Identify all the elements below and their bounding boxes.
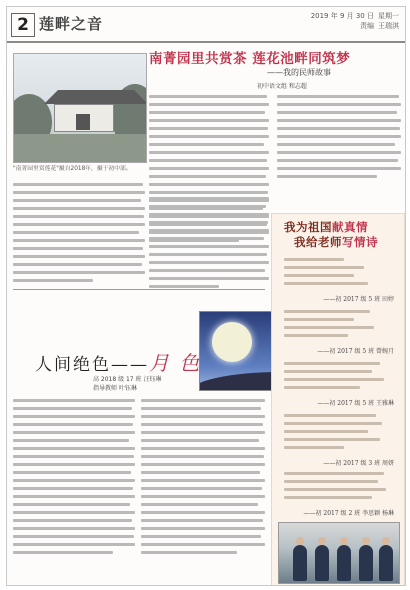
story2-title-prefix: 人间绝色—— xyxy=(35,355,149,375)
page-number: 2 xyxy=(11,13,35,37)
story1-body-col-c xyxy=(13,183,145,287)
photo-caption: "南菁园里赏莲花"摄自2018年，摄于初中部。 xyxy=(13,166,132,172)
story1-subtitle: ——我的民师故事 xyxy=(267,68,331,77)
page-header xyxy=(7,7,405,43)
story1-title: 南菁园里共赏茶 莲花池畔同筑梦 xyxy=(149,51,351,67)
story2-author-line2: 指导教师 叶钰琳 xyxy=(93,385,137,392)
newspaper-brand: 莲畔之音 xyxy=(39,15,104,33)
sidebar-title-1b: 献真情 xyxy=(332,220,368,234)
issue-date: 2019 年 9 月 30 日 xyxy=(310,12,374,20)
poem-4-author: ——初 2017 级 3 班 周妍 xyxy=(323,460,394,467)
sidebar-title-1a: 我为祖国 xyxy=(284,220,332,234)
poem-2-author: ——初 2017 级 5 班 曾婉月 xyxy=(317,348,394,355)
poem-5-author: ——初 2017 级 2 班 李思颖 杨琳 xyxy=(303,510,394,517)
header-meta xyxy=(307,11,399,31)
poem-2 xyxy=(284,310,394,342)
poem-4 xyxy=(284,414,394,454)
editor-name: 王瑞淇 xyxy=(378,22,399,30)
poem-3-author: ——初 2017 级 5 班 王雅琳 xyxy=(317,400,394,407)
sidebar-title-2b: 写情诗 xyxy=(342,235,378,249)
story1-body-col-d xyxy=(149,197,269,293)
story2-author xyxy=(93,375,161,393)
sidebar-title xyxy=(284,220,378,250)
newspaper-page xyxy=(6,6,406,586)
poem-1 xyxy=(284,258,394,290)
story2-body-col-b xyxy=(141,399,265,559)
poem-3 xyxy=(284,362,394,394)
poetry-sidebar xyxy=(271,213,405,586)
story2-author-line1: 高 2018 级 17 班 汪钰琳 xyxy=(93,376,162,383)
story1-author: 初中语文组 和志超 xyxy=(257,83,307,90)
section-divider xyxy=(13,289,265,290)
poem-1-author: ——初 2017 级 5 班 田婷 xyxy=(323,296,394,303)
campus-building-photo xyxy=(13,53,147,163)
story2-title-highlight: 月 色 xyxy=(149,351,202,375)
editor-label: 责编 xyxy=(360,22,374,30)
sidebar-title-2a: 我给老师 xyxy=(294,235,342,249)
story1-body-col-b xyxy=(277,95,401,183)
story2-body-col-a xyxy=(13,399,135,559)
poem-5 xyxy=(284,472,394,504)
story2-title xyxy=(35,347,201,376)
students-photo xyxy=(278,522,400,584)
issue-weekday: 星期一 xyxy=(378,12,399,20)
